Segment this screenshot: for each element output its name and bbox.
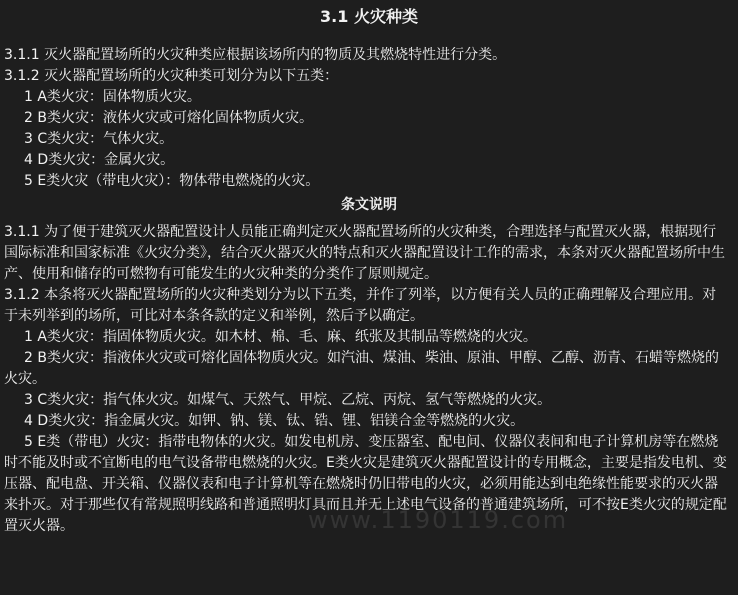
- watermark: www.1190119.com: [308, 506, 569, 534]
- section-title: 3.1 火灾种类: [320, 7, 418, 26]
- clause-3-1-2: 3.1.2 灭火器配置场所的火灾种类可划分为以下五类：: [4, 68, 339, 84]
- explanation-item-e: 5 E类（带电）火灾：指带电物体的火灾。如发电机房、变压器室、配电间、仪器仪表间和电子计算机房等在燃烧时不能及时或不宜断电的电气设备带电燃烧的火灾。E类火灾是建筑灭火器配置设计的专用概念，主要是指发电机、变压器、配电盘、开关箱、仪器仪表和电子计算机等在燃烧时仍旧带电的火灾，必须用能达到电绝缘性能要求的灭火器来扑灭。对于那些仅有常规照明线路和普通照明灯具而且并无上述电气设备的普通建筑场所，可不按E类火灾的规定配置灭火器。: [4, 434, 727, 534]
- explanation-3-1-2: 3.1.2 本条将灭火器配置场所的火灾种类划分为以下五类，并作了列举，以方便有关人员的正确理解及合理应用。对于未列举到的场所，可比对本条各款的定义和举例，然后予以确定。: [4, 287, 717, 324]
- clause-item-b: 2 B类火灾：液体火灾或可熔化固体物质火灾。: [24, 110, 313, 126]
- explanation-item-b: 2 B类火灾：指液体火灾或可熔化固体物质火灾。如汽油、煤油、柴油、原油、甲醇、乙醇、沥青、石蜡等燃烧的火灾。: [4, 350, 719, 387]
- explanation-item-c: 3 C类火灾：指气体火灾。如煤气、天然气、甲烷、乙烷、丙烷、氢气等燃烧的火灾。: [24, 392, 552, 408]
- explanation-item-a: 1 A类火灾：指固体物质火灾。如木材、棉、毛、麻、纸张及其制品等燃烧的火灾。: [24, 329, 537, 345]
- explanation-item-d: 4 D类火灾：指金属火灾。如钾、钠、镁、钛、锆、锂、铝镁合金等燃烧的火灾。: [24, 413, 525, 429]
- clause-3-1-1: 3.1.1 灭火器配置场所的火灾种类应根据该场所内的物质及其燃烧特性进行分类。: [4, 47, 507, 63]
- clause-item-d: 4 D类火灾：金属火灾。: [24, 152, 175, 168]
- clause-item-c: 3 C类火灾：气体火灾。: [24, 131, 174, 147]
- document: [4, 0, 734, 537]
- clause-item-e: 5 E类火灾（带电火灾）：物体带电燃烧的火灾。: [24, 173, 320, 189]
- explanation-title: 条文说明: [341, 197, 397, 213]
- clause-item-a: 1 A类火灾：固体物质火灾。: [24, 89, 201, 105]
- explanation-3-1-1: 3.1.1 为了便于建筑灭火器配置设计人员能正确判定灭火器配置场所的火灾种类，合理选择与配置灭火器，根据现行国际标准和国家标准《火灾分类》，结合灭火器灭火的特点和灭火器配置设计工作的需求，本条对灭火器配置场所中生产、使用和储存的可燃物有可能发生的火灾种类的分类作了原则规定。: [4, 224, 725, 282]
